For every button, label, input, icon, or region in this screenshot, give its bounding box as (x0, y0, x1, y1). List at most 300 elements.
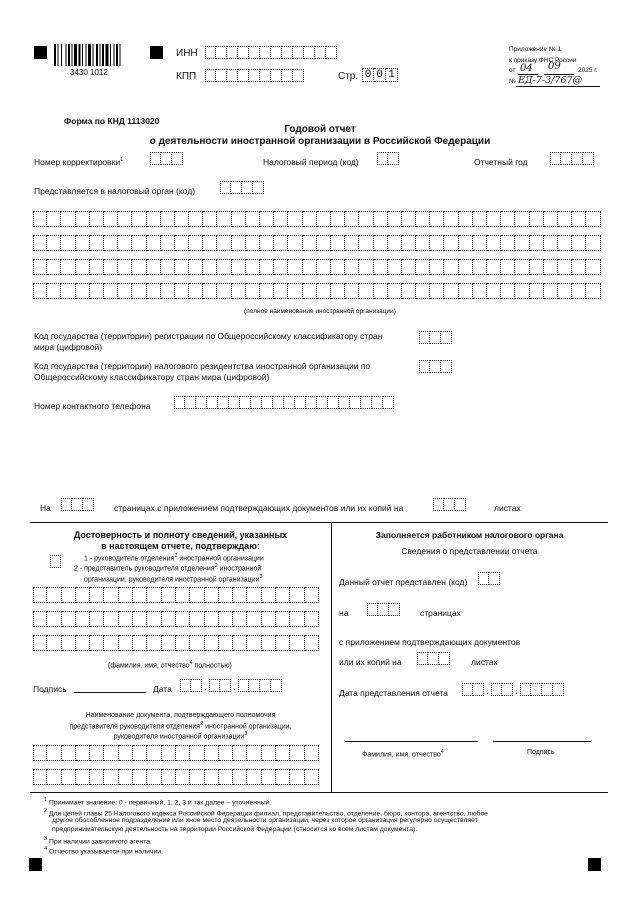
org-name-cell[interactable] (303, 211, 317, 227)
org-name-cell[interactable] (345, 283, 359, 299)
org-name-cell[interactable] (317, 211, 331, 227)
inn-cell[interactable] (304, 46, 315, 59)
org-name-cell[interactable] (288, 235, 302, 251)
fio-cell[interactable] (190, 635, 204, 651)
doc-name-cell[interactable] (190, 745, 204, 761)
phone-cell[interactable] (207, 396, 218, 409)
fio-cell[interactable] (104, 635, 118, 651)
fio-cell[interactable] (62, 635, 76, 651)
org-name-cell[interactable] (444, 283, 458, 299)
org-name-cell[interactable] (76, 235, 90, 251)
org-name-cell[interactable] (47, 211, 61, 227)
fio-cell[interactable] (305, 587, 319, 603)
org-name-cell[interactable] (260, 211, 274, 227)
doc-name-cell[interactable] (104, 769, 118, 785)
org-name-cell[interactable] (459, 283, 473, 299)
org-name-cell[interactable] (530, 283, 544, 299)
org-name-cell[interactable] (33, 211, 47, 227)
tax-authority-field[interactable] (220, 181, 264, 194)
doc-name-cell[interactable] (76, 769, 90, 785)
org-name-cell[interactable] (572, 259, 586, 275)
doc-name-cell[interactable] (162, 745, 176, 761)
date-cell[interactable] (502, 683, 513, 696)
org-name-cell[interactable] (90, 283, 104, 299)
fio-cell[interactable] (176, 587, 190, 603)
phone-cell[interactable] (361, 396, 372, 409)
fio-cell[interactable] (90, 587, 104, 603)
org-name-cell[interactable] (274, 211, 288, 227)
org-name-cell[interactable] (246, 235, 260, 251)
org-name-cell[interactable] (260, 235, 274, 251)
phone-cell[interactable] (273, 396, 284, 409)
doc-name-cell[interactable] (133, 769, 147, 785)
doc-name-cell[interactable] (133, 745, 147, 761)
org-name-cell[interactable] (118, 259, 132, 275)
org-name-cell[interactable] (444, 259, 458, 275)
org-name-cell[interactable] (147, 235, 161, 251)
org-name-cell[interactable] (388, 259, 402, 275)
org-name-cell[interactable] (515, 211, 529, 227)
doc-name-cell[interactable] (62, 769, 76, 785)
report-year-cell[interactable] (572, 152, 583, 165)
fio-cell[interactable] (290, 611, 304, 627)
fio-cell[interactable] (76, 635, 90, 651)
doc-name-cell[interactable] (47, 745, 61, 761)
doc-name-cell[interactable] (233, 745, 247, 761)
date-cell[interactable] (553, 683, 564, 696)
tax-authority-cell[interactable] (220, 181, 231, 194)
org-name-cell[interactable] (104, 283, 118, 299)
org-name-cell[interactable] (274, 235, 288, 251)
date-cell[interactable] (531, 683, 542, 696)
org-name-cell[interactable] (189, 259, 203, 275)
fio-cell[interactable] (33, 635, 47, 651)
phone-cell[interactable] (185, 396, 196, 409)
org-name-cell[interactable] (33, 235, 47, 251)
org-name-cell[interactable] (444, 211, 458, 227)
right-sheets-field[interactable] (417, 652, 450, 665)
fio-cell[interactable] (33, 611, 47, 627)
org-name-cell[interactable] (147, 211, 161, 227)
org-name-cell[interactable] (487, 283, 501, 299)
kpp-cell[interactable] (238, 69, 249, 82)
doc-name-cell[interactable] (205, 745, 219, 761)
phone-cell[interactable] (251, 396, 262, 409)
confirm-type-field[interactable] (50, 555, 61, 568)
pages-count-field[interactable] (61, 498, 94, 511)
org-name-cell[interactable] (175, 211, 189, 227)
date-cell[interactable] (220, 679, 231, 692)
org-name-cell[interactable] (586, 235, 600, 251)
org-name-cell[interactable] (217, 259, 231, 275)
country-tax-field[interactable] (419, 360, 452, 373)
org-name-cell[interactable] (47, 283, 61, 299)
org-name-cell[interactable] (161, 211, 175, 227)
tax-authority-cell[interactable] (253, 181, 264, 194)
org-name-cell[interactable] (232, 259, 246, 275)
org-name-cell[interactable] (501, 211, 515, 227)
doc-name-cell[interactable] (205, 769, 219, 785)
correction-field[interactable] (150, 152, 183, 165)
right-sheets-cell[interactable] (428, 652, 439, 665)
org-name-cell[interactable] (586, 259, 600, 275)
right-fio-line[interactable] (345, 741, 478, 742)
date-cell[interactable] (238, 679, 249, 692)
org-name-cell[interactable] (132, 283, 146, 299)
sheets-count-cell[interactable] (455, 498, 466, 511)
inn-cell[interactable] (271, 46, 282, 59)
date-cell[interactable] (542, 683, 553, 696)
org-name-cell[interactable] (459, 211, 473, 227)
tax-authority-cell[interactable] (231, 181, 242, 194)
org-name-cell[interactable] (303, 259, 317, 275)
org-name-cell[interactable] (544, 235, 558, 251)
date-cell[interactable] (520, 683, 531, 696)
org-name-cell[interactable] (572, 211, 586, 227)
org-name-cell[interactable] (487, 235, 501, 251)
fio-cell[interactable] (104, 587, 118, 603)
org-name-cell[interactable] (374, 283, 388, 299)
fio-cell[interactable] (290, 635, 304, 651)
org-name-cell[interactable] (232, 283, 246, 299)
org-name-cell[interactable] (303, 283, 317, 299)
phone-cell[interactable] (196, 396, 207, 409)
org-name-cell[interactable] (303, 235, 317, 251)
org-name-cell[interactable] (217, 211, 231, 227)
correction-cell[interactable] (161, 152, 172, 165)
org-name-cell[interactable] (388, 283, 402, 299)
org-name-cell[interactable] (61, 235, 75, 251)
fio-cell[interactable] (47, 635, 61, 651)
fio-cell[interactable] (233, 635, 247, 651)
org-name-cell[interactable] (331, 211, 345, 227)
org-name-cell[interactable] (444, 235, 458, 251)
doc-name-cell[interactable] (90, 745, 104, 761)
org-name-cell[interactable] (586, 283, 600, 299)
report-year-cell[interactable] (583, 152, 594, 165)
org-name-cell[interactable] (430, 211, 444, 227)
org-name-cell[interactable] (175, 259, 189, 275)
doc-name-cell[interactable] (90, 769, 104, 785)
doc-name-row[interactable] (33, 769, 319, 785)
inn-cell[interactable] (315, 46, 326, 59)
org-name-cell[interactable] (317, 235, 331, 251)
org-name-cell[interactable] (175, 283, 189, 299)
org-name-cell[interactable] (473, 211, 487, 227)
org-name-cell[interactable] (317, 259, 331, 275)
org-name-cell[interactable] (175, 235, 189, 251)
phone-cell[interactable] (328, 396, 339, 409)
kpp-cell[interactable] (216, 69, 227, 82)
fio-cell[interactable] (133, 635, 147, 651)
fio-cell[interactable] (233, 611, 247, 627)
fio-cell[interactable] (305, 611, 319, 627)
doc-name-cell[interactable] (47, 769, 61, 785)
org-name-cell[interactable] (530, 235, 544, 251)
doc-name-cell[interactable] (176, 745, 190, 761)
submitted-code-field[interactable] (478, 572, 500, 585)
kpp-cell[interactable] (271, 69, 282, 82)
org-name-cell[interactable] (374, 211, 388, 227)
fio-cell[interactable] (133, 587, 147, 603)
org-name-cell[interactable] (246, 211, 260, 227)
right-sheets-cell[interactable] (417, 652, 428, 665)
fio-cell[interactable] (305, 635, 319, 651)
inn-cell[interactable] (326, 46, 337, 59)
inn-cell[interactable] (205, 46, 216, 59)
correction-cell[interactable] (172, 152, 183, 165)
date-cell[interactable] (209, 679, 220, 692)
phone-cell[interactable] (317, 396, 328, 409)
org-name-cell[interactable] (61, 211, 75, 227)
org-name-cell[interactable] (76, 259, 90, 275)
doc-name-cell[interactable] (62, 745, 76, 761)
inn-cell[interactable] (260, 46, 271, 59)
fio-cell[interactable] (147, 635, 161, 651)
fio-cell[interactable] (162, 635, 176, 651)
org-name-cell[interactable] (232, 235, 246, 251)
doc-name-cell[interactable] (33, 769, 47, 785)
fio-cell[interactable] (176, 611, 190, 627)
report-year-cell[interactable] (550, 152, 561, 165)
right-pages-field[interactable] (367, 603, 400, 616)
fio-cell[interactable] (205, 587, 219, 603)
org-name-cell[interactable] (274, 283, 288, 299)
fio-cell[interactable] (119, 611, 133, 627)
org-name-cell[interactable] (416, 259, 430, 275)
org-name-cell[interactable] (558, 259, 572, 275)
doc-name-cell[interactable] (276, 769, 290, 785)
org-name-cell[interactable] (487, 259, 501, 275)
inn-cell[interactable] (216, 46, 227, 59)
fio-cell[interactable] (176, 635, 190, 651)
fio-cell[interactable] (90, 611, 104, 627)
inn-cell[interactable] (293, 46, 304, 59)
org-name-cell[interactable] (317, 283, 331, 299)
org-name-cell[interactable] (374, 235, 388, 251)
org-name-cell[interactable] (104, 259, 118, 275)
doc-name-cell[interactable] (290, 745, 304, 761)
org-name-cell[interactable] (217, 235, 231, 251)
org-name-cell[interactable] (118, 235, 132, 251)
date-cell[interactable] (260, 679, 271, 692)
fio-row[interactable] (33, 611, 319, 627)
org-name-cell[interactable] (473, 283, 487, 299)
phone-cell[interactable] (218, 396, 229, 409)
doc-name-cell[interactable] (247, 745, 261, 761)
org-name-cell[interactable] (161, 283, 175, 299)
phone-cell[interactable] (339, 396, 350, 409)
org-name-cell[interactable] (76, 283, 90, 299)
org-name-cell[interactable] (558, 211, 572, 227)
doc-name-cell[interactable] (190, 769, 204, 785)
doc-name-cell[interactable] (290, 769, 304, 785)
fio-cell[interactable] (162, 611, 176, 627)
org-name-cell[interactable] (132, 235, 146, 251)
fio-cell[interactable] (76, 587, 90, 603)
fio-cell[interactable] (219, 635, 233, 651)
doc-name-cell[interactable] (219, 769, 233, 785)
inn-field[interactable] (205, 46, 337, 59)
tax-period-cell[interactable] (388, 152, 399, 165)
country-reg-cell[interactable] (419, 331, 430, 344)
right-pages-cell[interactable] (367, 603, 378, 616)
doc-name-cell[interactable] (147, 745, 161, 761)
fio-cell[interactable] (147, 611, 161, 627)
org-name-cell[interactable] (501, 235, 515, 251)
org-name-cell[interactable] (558, 283, 572, 299)
fio-cell[interactable] (62, 611, 76, 627)
correction-cell[interactable] (150, 152, 161, 165)
country-tax-cell[interactable] (419, 360, 430, 373)
phone-cell[interactable] (306, 396, 317, 409)
fio-cell[interactable] (219, 587, 233, 603)
org-name-cell[interactable] (132, 211, 146, 227)
right-pages-cell[interactable] (378, 603, 389, 616)
fio-cell[interactable] (205, 611, 219, 627)
doc-name-cell[interactable] (305, 745, 319, 761)
fio-cell[interactable] (247, 635, 261, 651)
right-sign-line[interactable] (493, 741, 591, 742)
fio-cell[interactable] (162, 587, 176, 603)
org-name-cell[interactable] (147, 283, 161, 299)
org-name-cell[interactable] (33, 259, 47, 275)
fio-cell[interactable] (290, 587, 304, 603)
org-name-cell[interactable] (501, 259, 515, 275)
org-name-cell[interactable] (203, 211, 217, 227)
org-name-cell[interactable] (203, 259, 217, 275)
org-name-cell[interactable] (473, 259, 487, 275)
org-name-cell[interactable] (288, 259, 302, 275)
org-name-cell[interactable] (288, 283, 302, 299)
org-name-cell[interactable] (544, 283, 558, 299)
org-name-cell[interactable] (416, 283, 430, 299)
report-year-field[interactable] (550, 152, 594, 165)
fio-cell[interactable] (276, 635, 290, 651)
org-name-cell[interactable] (416, 211, 430, 227)
pages-count-cell[interactable] (83, 498, 94, 511)
org-name-cell[interactable] (530, 259, 544, 275)
org-name-cell[interactable] (388, 235, 402, 251)
org-name-cell[interactable] (132, 259, 146, 275)
doc-name-cell[interactable] (305, 769, 319, 785)
fio-cell[interactable] (205, 635, 219, 651)
org-name-cell[interactable] (118, 283, 132, 299)
sheets-count-field[interactable] (433, 498, 466, 511)
org-name-cell[interactable] (359, 211, 373, 227)
date-cell[interactable] (180, 679, 191, 692)
doc-name-cell[interactable] (104, 745, 118, 761)
org-name-cell[interactable] (515, 235, 529, 251)
doc-name-cell[interactable] (162, 769, 176, 785)
date-cell[interactable] (473, 683, 484, 696)
org-name-cell[interactable] (246, 283, 260, 299)
fio-cell[interactable] (47, 587, 61, 603)
inn-cell[interactable] (282, 46, 293, 59)
org-name-cell[interactable] (61, 283, 75, 299)
phone-cell[interactable] (295, 396, 306, 409)
org-name-cell[interactable] (473, 235, 487, 251)
kpp-field[interactable] (205, 69, 304, 82)
doc-name-cell[interactable] (262, 745, 276, 761)
org-name-cell[interactable] (47, 259, 61, 275)
org-name-cell[interactable] (402, 283, 416, 299)
kpp-cell[interactable] (227, 69, 238, 82)
fio-cell[interactable] (190, 611, 204, 627)
org-name-cell[interactable] (345, 211, 359, 227)
phone-cell[interactable] (383, 396, 394, 409)
org-name-cell[interactable] (359, 235, 373, 251)
inn-cell[interactable] (227, 46, 238, 59)
org-name-cell[interactable] (161, 235, 175, 251)
country-tax-cell[interactable] (441, 360, 452, 373)
org-name-cell[interactable] (345, 235, 359, 251)
country-tax-cell[interactable] (430, 360, 441, 373)
kpp-cell[interactable] (249, 69, 260, 82)
kpp-cell[interactable] (293, 69, 304, 82)
org-name-cell[interactable] (61, 259, 75, 275)
phone-cell[interactable] (372, 396, 383, 409)
fio-cell[interactable] (247, 587, 261, 603)
phone-cell[interactable] (262, 396, 273, 409)
org-name-cell[interactable] (501, 283, 515, 299)
org-name-cell[interactable] (544, 211, 558, 227)
org-name-row[interactable] (33, 235, 601, 251)
org-name-cell[interactable] (189, 211, 203, 227)
org-name-cell[interactable] (90, 235, 104, 251)
org-name-cell[interactable] (33, 283, 47, 299)
doc-name-row[interactable] (33, 745, 319, 761)
fio-row[interactable] (33, 587, 319, 603)
org-name-cell[interactable] (416, 235, 430, 251)
org-name-cell[interactable] (430, 283, 444, 299)
org-name-cell[interactable] (161, 259, 175, 275)
fio-cell[interactable] (219, 611, 233, 627)
org-name-cell[interactable] (572, 283, 586, 299)
org-name-cell[interactable] (572, 235, 586, 251)
org-name-cell[interactable] (189, 235, 203, 251)
org-name-cell[interactable] (274, 259, 288, 275)
inn-cell[interactable] (249, 46, 260, 59)
org-name-cell[interactable] (260, 283, 274, 299)
fio-cell[interactable] (104, 611, 118, 627)
phone-field[interactable] (174, 396, 394, 409)
right-date-field[interactable] (462, 683, 564, 696)
fio-cell[interactable] (47, 611, 61, 627)
org-name-cell[interactable] (331, 283, 345, 299)
org-name-cell[interactable] (459, 259, 473, 275)
org-name-cell[interactable] (189, 283, 203, 299)
org-name-cell[interactable] (402, 235, 416, 251)
phone-cell[interactable] (229, 396, 240, 409)
org-name-cell[interactable] (118, 211, 132, 227)
date-cell[interactable] (462, 683, 473, 696)
org-name-cell[interactable] (544, 259, 558, 275)
fio-cell[interactable] (133, 611, 147, 627)
country-reg-cell[interactable] (441, 331, 452, 344)
org-name-row[interactable] (33, 259, 601, 275)
doc-name-cell[interactable] (219, 745, 233, 761)
org-name-cell[interactable] (331, 235, 345, 251)
org-name-row[interactable] (33, 211, 601, 227)
doc-name-cell[interactable] (147, 769, 161, 785)
org-name-cell[interactable] (90, 259, 104, 275)
org-name-cell[interactable] (586, 211, 600, 227)
fio-cell[interactable] (233, 587, 247, 603)
org-name-cell[interactable] (374, 259, 388, 275)
fio-cell[interactable] (62, 587, 76, 603)
kpp-cell[interactable] (260, 69, 271, 82)
